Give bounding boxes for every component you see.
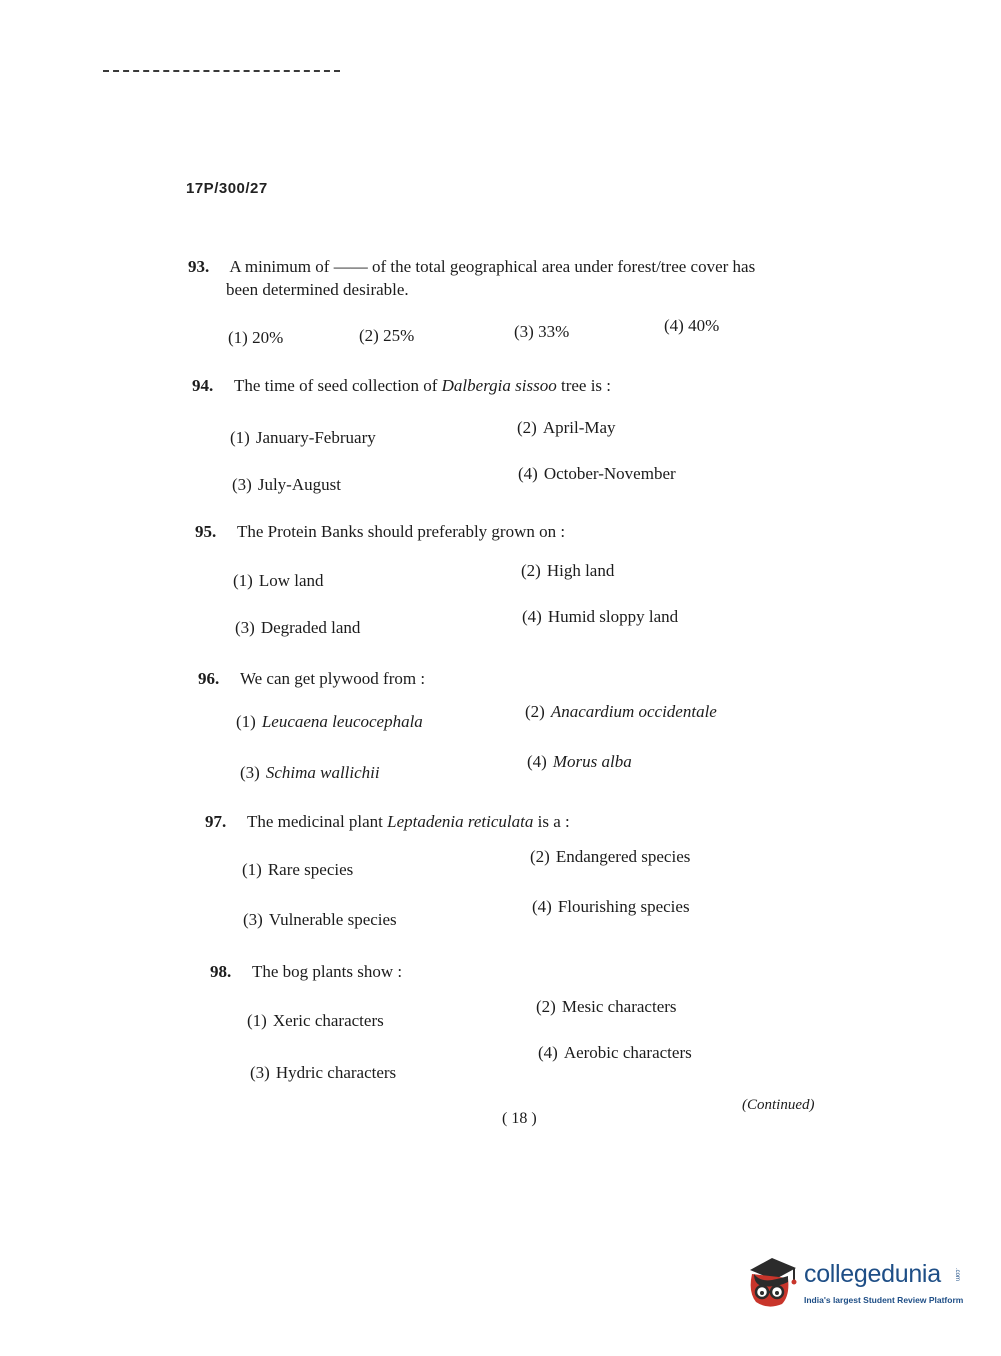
question-text: The bog plants show :: [251, 962, 403, 981]
option-97-2: (2) Endangered species: [530, 847, 691, 866]
question-number: 97.: [205, 812, 227, 831]
option-97-1: (1) Rare species: [242, 860, 354, 879]
option-95-4: (4) Humid sloppy land: [522, 607, 679, 626]
option-95-1: (1) Low land: [233, 571, 324, 590]
option-96-4: (4) Morus alba: [527, 752, 632, 771]
option-95-3: (3) Degraded land: [235, 618, 361, 637]
option-93-2: (2) 25%: [359, 326, 415, 345]
option-98-1: (1) Xeric characters: [247, 1011, 384, 1030]
option-93-4: (4) 40%: [664, 316, 720, 335]
question-number: 94.: [192, 376, 214, 395]
option-98-3: (3) Hydric characters: [250, 1063, 397, 1082]
option-96-1: (1) Leucaena leucocephala: [236, 712, 423, 731]
question-97: [205, 810, 570, 834]
question-number: 96.: [198, 669, 220, 688]
question-text: A minimum of —— of the total geographical area under forest/tree cover has: [229, 257, 756, 276]
question-94: [192, 374, 611, 398]
question-text: The medicinal plant Leptadenia reticulata is a :: [246, 812, 570, 831]
collegedunia-watermark: [742, 1252, 972, 1316]
option-94-1: (1) January-February: [230, 428, 376, 447]
question-text: The time of seed collection of Dalbergia sissoo tree is :: [233, 376, 612, 395]
question-number: 93.: [188, 257, 210, 276]
question-96: [198, 667, 425, 691]
question-93-line-2: been determined desirable.: [226, 280, 409, 299]
brand-name: collegedunia: [804, 1260, 941, 1288]
option-97-4: (4) Flourishing species: [532, 897, 690, 916]
question-text: We can get plywood from :: [239, 669, 426, 688]
option-93-1: (1) 20%: [228, 328, 284, 347]
page-number: ( 18 ): [502, 1110, 537, 1127]
question-number: 95.: [195, 522, 217, 541]
question-text: The Protein Banks should preferably grown on :: [236, 522, 566, 541]
option-98-4: (4) Aerobic characters: [538, 1043, 692, 1062]
question-93: [188, 255, 755, 279]
paper-code: 17P/300/27: [186, 180, 268, 197]
brand-domain: .com: [954, 1268, 960, 1282]
option-97-3: (3) Vulnerable species: [243, 910, 397, 929]
student-mascot-icon: [742, 1252, 800, 1310]
option-94-4: (4) October-November: [518, 464, 676, 483]
continued-note: (Continued): [742, 1097, 815, 1113]
option-94-2: (2) April-May: [517, 418, 616, 437]
option-94-3: (3) July-August: [232, 475, 341, 494]
option-98-2: (2) Mesic characters: [536, 997, 677, 1016]
question-95: [195, 520, 565, 544]
question-number: 98.: [210, 962, 232, 981]
question-98: [210, 960, 402, 984]
option-96-3: (3) Schima wallichii: [240, 763, 380, 782]
option-96-2: (2) Anacardium occidentale: [525, 702, 717, 721]
brand-tagline: India's largest Student Review Platform: [804, 1295, 964, 1305]
top-dashed-rule: [103, 70, 340, 72]
option-93-3: (3) 33%: [514, 322, 570, 341]
option-95-2: (2) High land: [521, 561, 615, 580]
